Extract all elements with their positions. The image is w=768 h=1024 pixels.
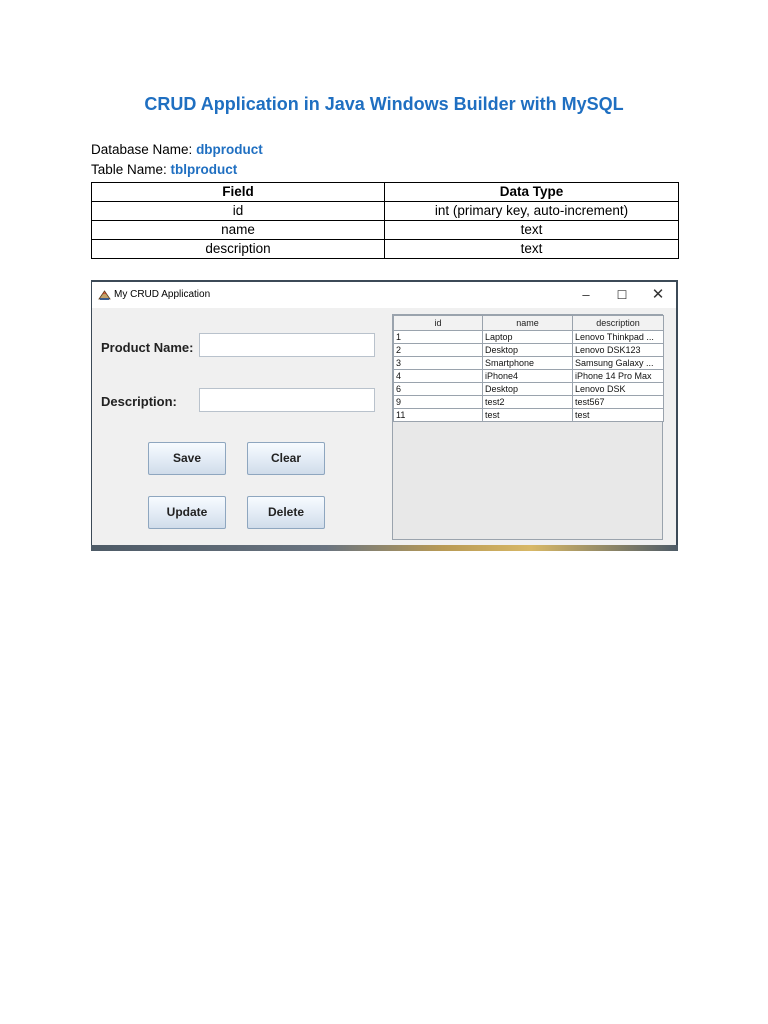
- cell-id[interactable]: 11: [394, 409, 483, 422]
- table-name-label: Table Name:: [91, 162, 171, 177]
- product-table-panel[interactable]: [392, 314, 663, 540]
- cell-id[interactable]: 2: [394, 344, 483, 357]
- window-titlebar[interactable]: [92, 282, 676, 308]
- maximize-button[interactable]: ☐: [616, 288, 628, 302]
- table-row[interactable]: [394, 357, 664, 370]
- table-row[interactable]: [394, 409, 664, 422]
- clear-button[interactable]: Clear: [247, 442, 325, 475]
- cell-description[interactable]: Lenovo Thinkpad ...: [573, 331, 664, 344]
- schema-row: [92, 240, 679, 259]
- cell-id[interactable]: 3: [394, 357, 483, 370]
- save-button[interactable]: Save: [148, 442, 226, 475]
- minimize-button[interactable]: –: [582, 287, 590, 302]
- close-button[interactable]: ✕: [651, 286, 665, 303]
- database-name-label: Database Name:: [91, 142, 197, 157]
- description-input[interactable]: [199, 388, 375, 412]
- cell-description[interactable]: Lenovo DSK: [573, 383, 664, 396]
- database-name-line: [91, 142, 263, 157]
- product-name-label: Product Name:: [101, 340, 194, 355]
- cell-name[interactable]: Smartphone: [483, 357, 573, 370]
- cell-name[interactable]: Desktop: [483, 344, 573, 357]
- column-header-name[interactable]: name: [483, 316, 573, 331]
- cell-description[interactable]: Lenovo DSK123: [573, 344, 664, 357]
- java-coffee-icon: [98, 288, 111, 300]
- window-title: My CRUD Application: [114, 289, 211, 300]
- product-table[interactable]: [393, 315, 664, 422]
- cell-id[interactable]: 6: [394, 383, 483, 396]
- cell-name[interactable]: test2: [483, 396, 573, 409]
- app-window: [92, 282, 676, 546]
- description-label: Description:: [101, 394, 177, 409]
- schema-cell-type: int (primary key, auto-increment): [385, 202, 679, 221]
- product-table-header: [394, 316, 664, 331]
- table-row[interactable]: [394, 396, 664, 409]
- delete-button[interactable]: Delete: [247, 496, 325, 529]
- cell-name[interactable]: Laptop: [483, 331, 573, 344]
- desktop-background-strip: [91, 545, 678, 551]
- schema-header-row: [92, 183, 679, 202]
- update-button[interactable]: Update: [148, 496, 226, 529]
- schema-header-datatype: Data Type: [385, 183, 679, 202]
- schema-row: [92, 221, 679, 240]
- schema-row: [92, 202, 679, 221]
- table-row[interactable]: [394, 383, 664, 396]
- cell-description[interactable]: Samsung Galaxy ...: [573, 357, 664, 370]
- schema-cell-type: text: [385, 240, 679, 259]
- cell-name[interactable]: iPhone4: [483, 370, 573, 383]
- cell-description[interactable]: iPhone 14 Pro Max: [573, 370, 664, 383]
- cell-id[interactable]: 4: [394, 370, 483, 383]
- schema-header-field: Field: [92, 183, 385, 202]
- column-header-description[interactable]: description: [573, 316, 664, 331]
- schema-cell-field: description: [92, 240, 385, 259]
- document-title: CRUD Application in Java Windows Builder with MySQL: [144, 94, 624, 114]
- product-name-input[interactable]: [199, 333, 375, 357]
- cell-id[interactable]: 9: [394, 396, 483, 409]
- app-screenshot: [91, 280, 678, 551]
- column-header-id[interactable]: id: [394, 316, 483, 331]
- database-name-value: dbproduct: [196, 142, 263, 157]
- table-name-value: tblproduct: [170, 162, 238, 177]
- table-row[interactable]: [394, 370, 664, 383]
- table-row[interactable]: [394, 344, 664, 357]
- schema-table: [91, 182, 679, 259]
- schema-cell-type: text: [385, 221, 679, 240]
- schema-cell-field: name: [92, 221, 385, 240]
- table-name-line: [91, 162, 237, 177]
- schema-cell-field: id: [92, 202, 385, 221]
- cell-name[interactable]: Desktop: [483, 383, 573, 396]
- cell-id[interactable]: 1: [394, 331, 483, 344]
- cell-name[interactable]: test: [483, 409, 573, 422]
- cell-description[interactable]: test: [573, 409, 664, 422]
- cell-description[interactable]: test567: [573, 396, 664, 409]
- table-row[interactable]: [394, 331, 664, 344]
